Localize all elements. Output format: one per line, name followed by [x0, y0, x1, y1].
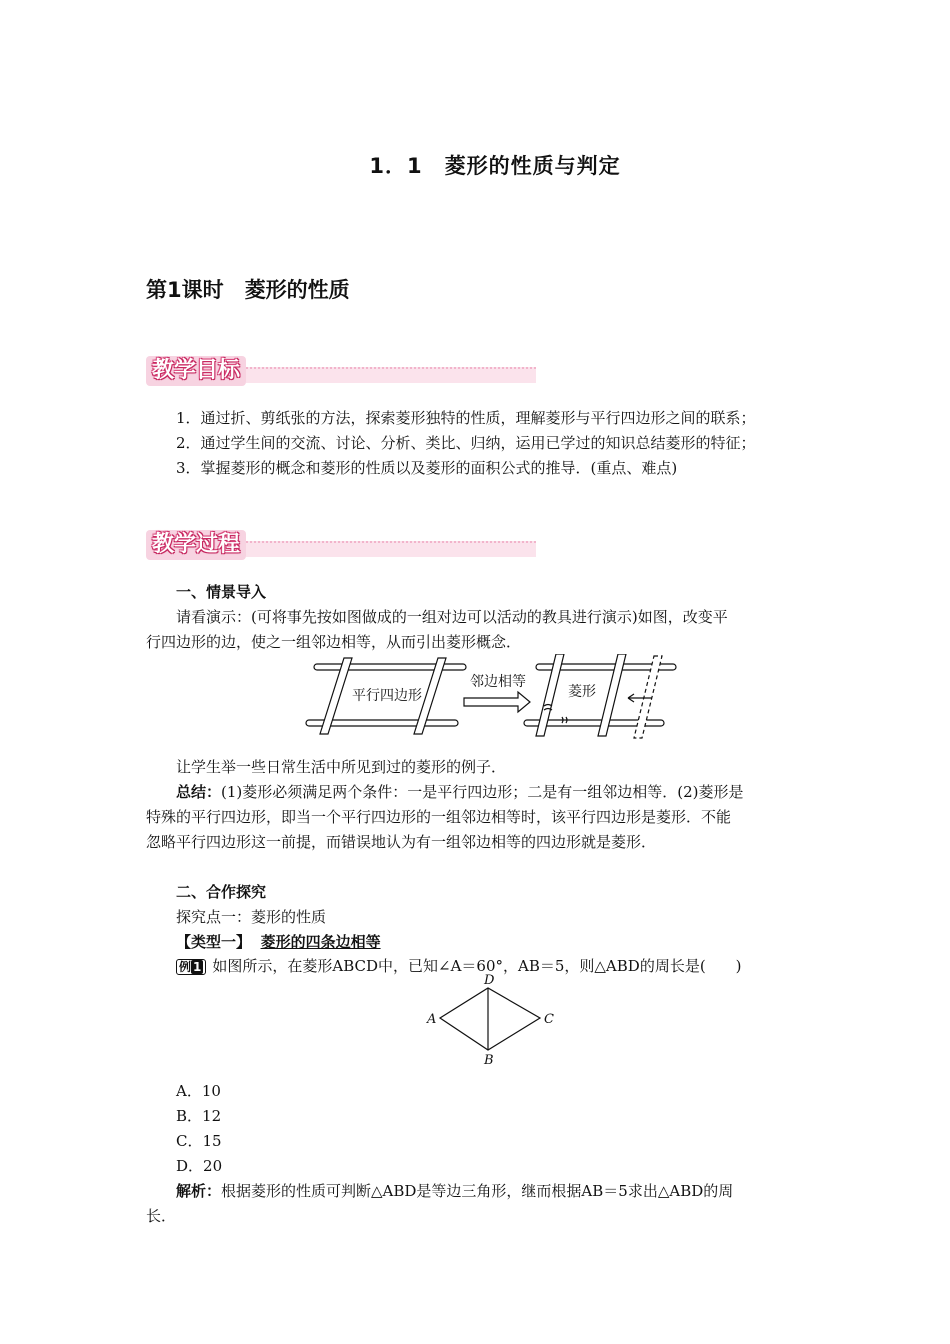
- vertex-b-label: B: [484, 1053, 494, 1068]
- objective-item: 2．通过学生间的交流、讨论、分析、类比、归纳，运用已学过的知识总结菱形的特征；: [176, 434, 756, 452]
- example-badge: [176, 959, 206, 975]
- type-title: 菱形的四条边相等: [260, 933, 381, 951]
- summary-text: 忽略平行四边形这一前提，而错误地认为有一组邻边相等的四边形就是菱形．: [146, 833, 657, 851]
- parallelogram-rhombus-figure: [300, 654, 680, 742]
- analysis-text: 长．: [146, 1207, 177, 1225]
- rhombus-abcd-figure: [420, 972, 560, 1068]
- example-text: 如图所示，在菱形ABCD中，已知∠A＝60°，AB＝5，则△ABD的周长是( ): [212, 957, 742, 975]
- summary-label: 总结：: [176, 783, 222, 801]
- example-badge-number: 1: [193, 960, 202, 974]
- intro-text: 请看演示：(可将事先按如图做成的一组对边可以活动的教具进行演示)如图，改变平: [176, 608, 728, 626]
- process-banner-label: 教学过程: [146, 530, 246, 560]
- objective-item: 3．掌握菱形的概念和菱形的性质以及菱形的面积公式的推导．(重点、难点): [176, 459, 678, 477]
- rhombus-label: 菱形: [568, 684, 596, 700]
- option-c: C．15: [176, 1132, 222, 1150]
- analysis-text: 根据菱形的性质可判断△ABD是等边三角形，继而根据AB＝5求出△ABD的周: [221, 1182, 734, 1200]
- option-b: B．12: [176, 1107, 222, 1125]
- vertex-d-label: D: [484, 973, 495, 988]
- vertex-c-label: C: [544, 1012, 554, 1027]
- type-line: [176, 930, 381, 955]
- process-banner: [146, 530, 536, 560]
- summary-text: (1)菱形必须满足两个条件：一是平行四边形；二是有一组邻边相等．(2)菱形是: [221, 783, 744, 801]
- arrow-label: 邻边相等: [470, 674, 526, 690]
- option-a: A．10: [176, 1082, 221, 1100]
- objective-item: 1．通过折、剪纸张的方法，探索菱形独特的性质，理解菱形与平行四边形之间的联系；: [176, 409, 756, 427]
- section-heading: 二、合作探究: [176, 883, 267, 901]
- summary-line: [176, 780, 744, 805]
- objectives-banner: [146, 356, 536, 386]
- vertex-a-label: A: [427, 1012, 437, 1027]
- banner-strip: [246, 541, 536, 557]
- analysis-label: 解析：: [176, 1182, 222, 1200]
- summary-text: 特殊的平行四边形，即当一个平行四边形的一组邻边相等时，该平行四边形是菱形．不能: [146, 808, 732, 826]
- intro-text: 行四边形的边，使之一组邻边相等，从而引出菱形概念．: [146, 633, 522, 651]
- explore-point: 探究点一：菱形的性质: [176, 908, 327, 926]
- lesson-title: 第1课时 菱形的性质: [146, 278, 350, 302]
- examples-text: 让学生举一些日常生活中所见到过的菱形的例子．: [176, 758, 507, 776]
- example-badge-label: 例: [179, 960, 192, 974]
- banner-strip: [246, 367, 536, 383]
- section-heading: 一、情景导入: [176, 583, 267, 601]
- parallelogram-label: 平行四边形: [352, 688, 422, 704]
- type-label: 【类型一】: [176, 933, 252, 951]
- objectives-banner-label: 教学目标: [146, 356, 246, 386]
- option-d: D．20: [176, 1157, 223, 1175]
- analysis-line: [176, 1179, 733, 1204]
- page-title: 1．1 菱形的性质与判定: [369, 154, 621, 178]
